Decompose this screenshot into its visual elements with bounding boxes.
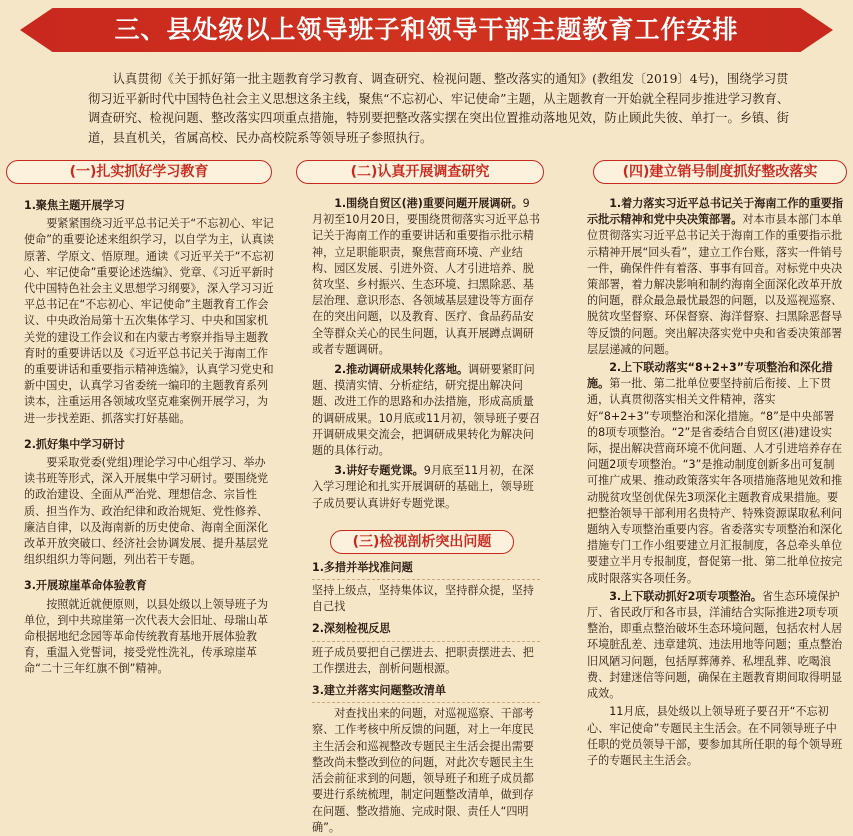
section-problems	[282, 530, 554, 836]
title-banner	[0, 0, 853, 58]
item-title: 2.推动调研成果转化落地。	[334, 363, 469, 377]
item-paragraph	[587, 196, 843, 358]
item-paragraph	[587, 704, 843, 769]
item-title: 1.围绕自贸区(港)重要问题开展调研。	[334, 197, 523, 210]
item-title: 2.抓好集中学习研讨	[24, 437, 125, 451]
column-study	[6, 158, 278, 678]
divider	[312, 641, 540, 642]
item-text: 要采取党委(党组)理论学习中心组学习、举办读书班等形式，深入开展集中学习研讨。要围绕党的政治建设、全面从严治党、理想信念、宗旨性质、担当作为、政治纪律和政治规矩、党性修养、廉洁自律，以及海南新的历史使命、海南全面深化改革开放突破口、经济社会协调发展、提升基层党组织组织力等问题，列出若干专题。	[24, 456, 269, 567]
item-text: 班子成员要把自己摆进去、把职责摆进去、把工作摆进去，剖析问题根源。	[312, 645, 534, 675]
page-title: 三、县处级以上领导班子和领导干部主题教育工作安排	[114, 15, 739, 44]
section-body-problems	[282, 560, 554, 836]
item-text: 按照就近就便原则，以县处级以上领导班子为单位，到中共琼崖第一次代表大会旧址、母瑞山革命根据地纪念园等革命传统教育基地开展体验教育，重温入党誓词，接受党性洗礼，传承琼崖革命“二十三年红旗不倒”精神。	[24, 597, 269, 676]
section-heading-study: (一)扎实抓好学习教育	[6, 160, 272, 184]
item-title: 1.多措并举找准问题	[312, 560, 413, 574]
divider	[312, 579, 540, 580]
item-paragraph	[312, 463, 540, 512]
item-text: 第一批、第二批单位要坚持前后衔接、上下贯通，认真贯彻落实相关文件精神，落实好“8+2+3”专项整治和深化措施。“8”是中央部署的8项专项整治。“2”是省委结合自贸区(港)建设实际，提出解决营商环境不优问题、人才引进培养存在问题2项专项整治。“3”是推动制度创新多出可复制可推广成果、推动政策落实年各项措施落地见效和推动脱贫攻坚创优保先3项深化主题教育成果措施。要把整治领导干部利用名贵特产、特殊资源谋取私利问题纳入专项整治重要内容。省委落实专项整治和深化措施专门工作小组要建立月汇报制度，各总牵头单位要建立半月专报制度，督促第一批、第二批单位按完成时限落实各项任务。	[587, 377, 843, 585]
item-title: 3.上下联动抓好2项专项整治。	[609, 589, 762, 603]
section-heading-rectification: (四)建立销号制度抓好整改落实	[593, 160, 847, 184]
item-text: 9月底至11月初，在深入学习理论和扎实开展调研的基础上，领导班子成员要认真讲好专题党课。	[312, 464, 534, 510]
item-paragraph	[587, 360, 843, 587]
intro-paragraph: 认真贯彻《关于抓好第一批主题教育学习教育、调查研究、检视问题、整改落实的通知》(教组发〔2019〕4号)，围绕学习贯彻习近平新时代中国特色社会主义思想这条主线，聚焦“不忘初心、牢记使命”主题，从主题教育一开始就全程同步推进学习教育、调查研究、检视问题、整改落实四项重点措施，特别要把整改落实摆在突出位置推动落地见效，防止顾此失彼、单打一。乡镇、街道，县直机关，省属高校、民办高校院系等领导班子参照执行。	[88, 72, 790, 145]
item-text: 9月初至10月20日，要围绕贯彻落实习近平总书记关于海南工作的重要讲话和重要指示批示精神，立足职能职责，聚焦营商环境、产业结构、园区发展、引进外资、人才引进培养、脱贫攻坚、乡村振兴、生态环境、扫黑除恶、基层治理、意识形态、各领域基层建设等方面存在的突出问题，以及教育、医疗、食品药品安全等群众关心的民生问题，认真开展蹲点调研或者专题调研。	[312, 197, 540, 356]
column-research	[282, 158, 554, 836]
item-text: 11月底，县处级以上领导班子要召开“不忘初心、牢记使命”专题民主生活会。在不同领导班子中任职的党员领导干部，要参加其所任职的每个领导班子的专题民主生活会。	[587, 705, 843, 767]
section-heading-problems: (三)检视剖析突出问题	[330, 530, 514, 554]
item-title: 1.聚焦主题开展学习	[24, 199, 125, 212]
section-body-study	[6, 198, 278, 678]
item-title: 3.开展琼崖革命体验教育	[24, 579, 147, 593]
item-title: 3.建立并落实问题整改清单	[312, 684, 446, 698]
item-text: 坚持上级点，坚持集体议，坚持群众提，坚持自己找	[312, 584, 534, 614]
item-paragraph	[312, 196, 540, 358]
item-title: 2.上下联动落实“8+2+3”专项整治和深化措施。	[587, 361, 833, 391]
item-text: 调研要紧盯问题、摸清实情、分析症结，研究提出解决问题、改进工作的思路和办法措施，形成高质量的调研成果。10月底或11月初，领导班子要召开调研成果交流会，把调研成果转化为解决问题的具体行动。	[312, 363, 540, 458]
section-heading-research: (二)认真开展调查研究	[296, 160, 544, 184]
item-paragraph	[587, 589, 843, 702]
item-text: 要紧紧围绕习近平总书记关于“不忘初心、牢记使命”的重要论述来组织学习，以自学为主，认真读原著、学原文、悟原理。通读《习近平关于“不忘初心、牢记使命”重要论述选编》、党章、《习近平新时代中国特色社会主义思想学习纲要》，深入学习习近平总书记在“不忘初心、牢记使命”主题教育工作会议、中央政治局第十五次集体学习、中央和国家机关党的建设工作会议和在内蒙古考察并指导主题教育时的重要讲话以及《习近平总书记关于海南工作的重要讲话和重要指示精神选编》，认真学习党史和新中国史，认真学习省委统一编印的主题教育系列读本，注重运用各领域攻坚克难案例开展学习，为进一步找差距、抓落实打好基础。	[24, 217, 274, 425]
section-body-research	[282, 196, 554, 512]
item-title: 1.着力落实习近平总书记关于海南工作的重要指示批示精神和党中央决策部署。	[587, 197, 843, 227]
item-title: 2.深刻检视反思	[312, 622, 391, 636]
section-body-rectification	[575, 196, 847, 769]
item-text: 对本市县本部门本单位贯彻落实习近平总书记关于海南工作的重要指示批示精神开展“回头看”，建立工作台账，落实一件销号一件，确保件件有着落、事事有回音。对标党中央决策部署，着力解决影响和制约海南全面深化改革开放的问题，群众最急最忧最怨的问题，以及巡视巡察、脱贫攻坚督察、环保督察、海洋督察、扫黑除恶督导等反馈的问题。突出解决落实党中央和省委决策部署层层递减的问题。	[587, 213, 843, 356]
column-rectification	[575, 158, 847, 769]
item-text: 省生态环境保护厅、省民政厅和各市县，洋浦结合实际推进2项专项整治，即重点整治破坏生态环境问题，包括农村人居环境脏乱差、违章建筑、违法用地等问题；重点整治旧风陋习问题，包括厚葬薄养、私埋乱葬、吃喝浪费、封建迷信等问题，确保在主题教育期间取得明显成效。	[587, 589, 843, 701]
item-title: 3.讲好专题党课。	[334, 464, 424, 478]
item-text: 对查找出来的问题，对巡视巡察、干部考察、工作考核中所反馈的问题，对上一年度民主生活会和巡视整改专题民主生活会提出需要整改尚未整改到位的问题，对此次专题民主生活会前征求到的问题，领导班子和班子成员都要进行系统梳理，制定问题整改清单，做到存在问题、整改措施、完成时限、责任人“四明确”。	[312, 707, 534, 834]
item-paragraph	[312, 362, 540, 459]
divider	[312, 702, 540, 703]
